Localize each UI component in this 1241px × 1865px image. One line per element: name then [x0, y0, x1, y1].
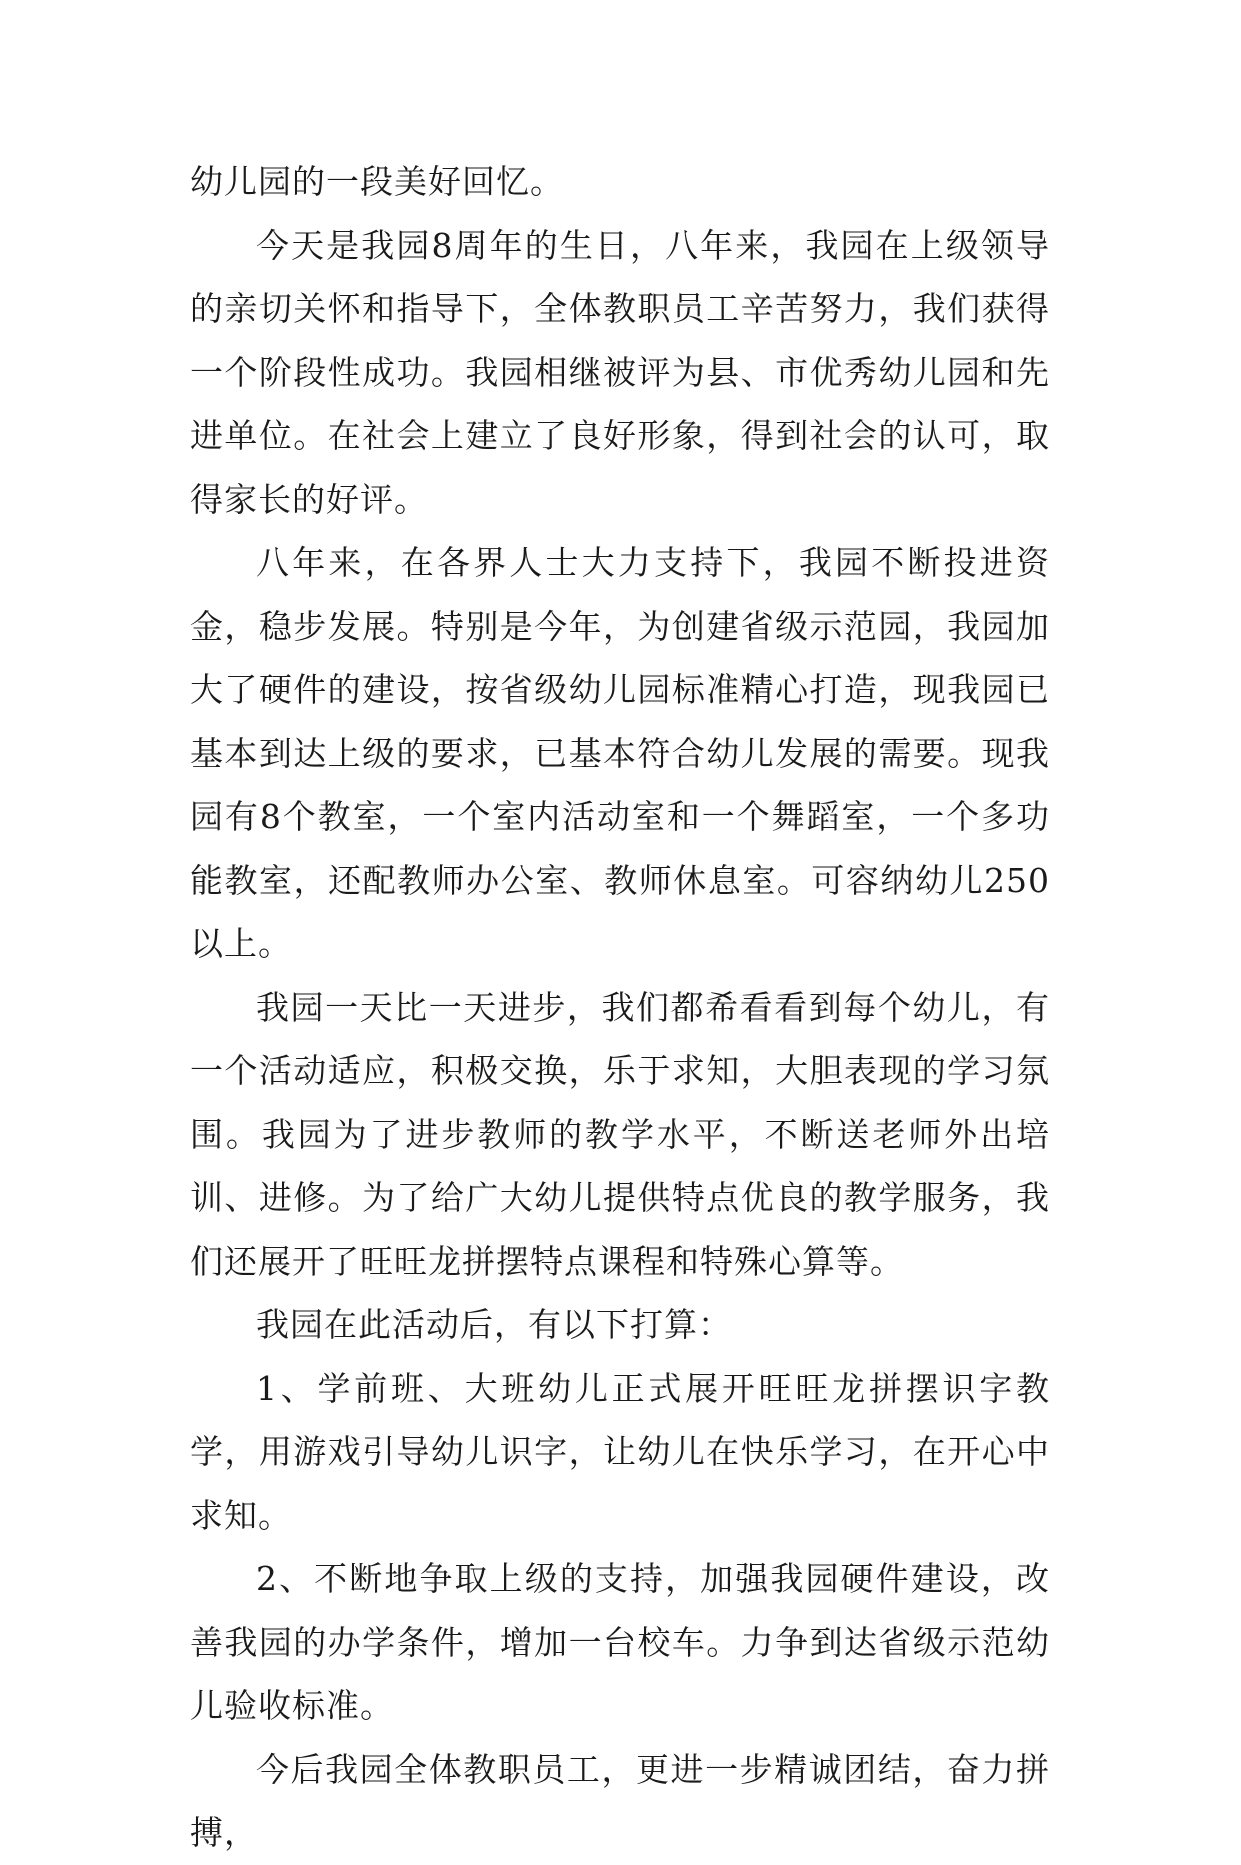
paragraph: 我园一天比一天进步，我们都希看看到每个幼儿，有一个活动适应，积极交换，乐于求知，大胆表现的学习氛围。我园为了进步教师的教学水平，不断送老师外出培训、进修。为了给广大幼儿提供特点优良的教学服务，我们还展开了旺旺龙拼摆特点课程和特殊心算等。 — [190, 987, 1050, 1281]
paragraph: 今后我园全体教职员工，更进一步精诚团结，奋力拼搏， — [190, 1749, 1050, 1852]
paragraph: 我园在此活动后，有以下打算： — [256, 1305, 732, 1344]
paragraph: 1、学前班、大班幼儿正式展开旺旺龙拼摆识字教学，用游戏引导幼儿识字，让幼儿在快乐学习，在开心中求知。 — [190, 1368, 1050, 1535]
paragraph: 幼儿园的一段美好回忆。 — [190, 162, 564, 201]
paragraph: 2、不断地争取上级的支持，加强我园硬件建设，改善我园的办学条件，增加一台校车。力争到达省级示范幼儿验收标准。 — [190, 1559, 1050, 1725]
paragraph: 今天是我园8周年的生日，八年来，我园在上级领导的亲切关怀和指导下，全体教职员工辛苦努力，我们获得一个阶段性成功。我园相继被评为县、市优秀幼儿园和先进单位。在社会上建立了良好形象，得到社会的认可，取得家长的好评。 — [190, 225, 1050, 519]
document-body — [190, 150, 1050, 1865]
paragraph: 八年来，在各界人士大力支持下，我园不断投进资金，稳步发展。特别是今年，为创建省级示范园，我园加大了硬件的建设，按省级幼儿园标准精心打造，现我园已基本到达上级的要求，已基本符合幼儿发展的需要。现我园有8个教室，一个室内活动室和一个舞蹈室，一个多功能教室，还配教师办公室、教师休息室。可容纳幼儿250以上。 — [190, 543, 1050, 963]
